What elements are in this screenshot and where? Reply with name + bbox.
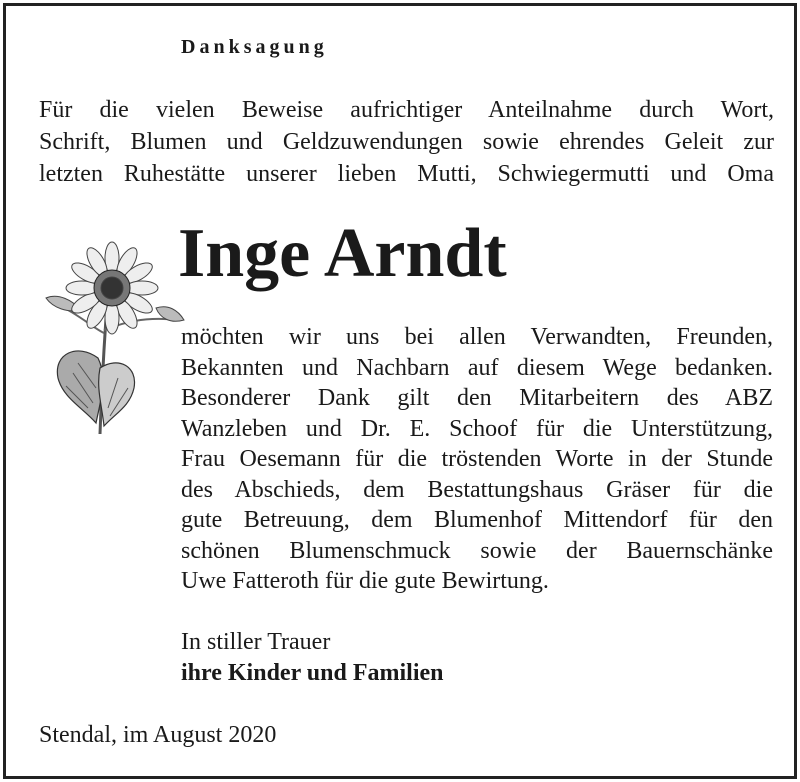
intro-line: letzten Ruhestätte unserer lieben Mutti, Schwiegermutti und Oma [39,161,774,187]
thanks-line: möchten wir uns bei allen Verwandten, Freunden, [181,324,773,350]
mourning-line: In stiller Trauer [181,629,331,655]
thanks-line: Uwe Fatteroth für die gute Bewirtung. [181,568,549,594]
thanks-line: schönen Blumenschmuck sowie der Bauernschänke [181,537,773,564]
notice-heading: Danksagung [181,36,328,58]
thanks-line: des Abschieds, dem Bestattungshaus Gräser für die [181,476,773,503]
place-date: Stendal, im August 2020 [39,722,277,748]
intro-line: Für die vielen Beweise aufrichtiger Anteilnahme durch Wort, [39,97,774,123]
thanks-line: Wanzleben und Dr. E. Schoof für die Unterstützung, [181,415,773,442]
signature-family: ihre Kinder und Familien [181,660,444,686]
thanks-line: Bekannten und Nachbarn auf diesem Wege bedanken. [181,354,773,381]
obituary-notice [3,3,797,779]
intro-line: Schrift, Blumen und Geldzuwendungen sowie ehrendes Geleit zur [39,129,774,155]
thanks-paragraph [181,322,773,597]
thanks-line: Besonderer Dank gilt den Mitarbeitern des ABZ [181,385,773,411]
thanks-line: Frau Oesemann für die tröstenden Worte in der Stunde [181,446,773,472]
thanks-line: gute Betreuung, dem Blumenhof Mittendorf für den [181,507,773,533]
deceased-name: Inge Arndt [178,215,507,292]
intro-paragraph [39,94,774,190]
sunflower-icon [38,238,188,438]
